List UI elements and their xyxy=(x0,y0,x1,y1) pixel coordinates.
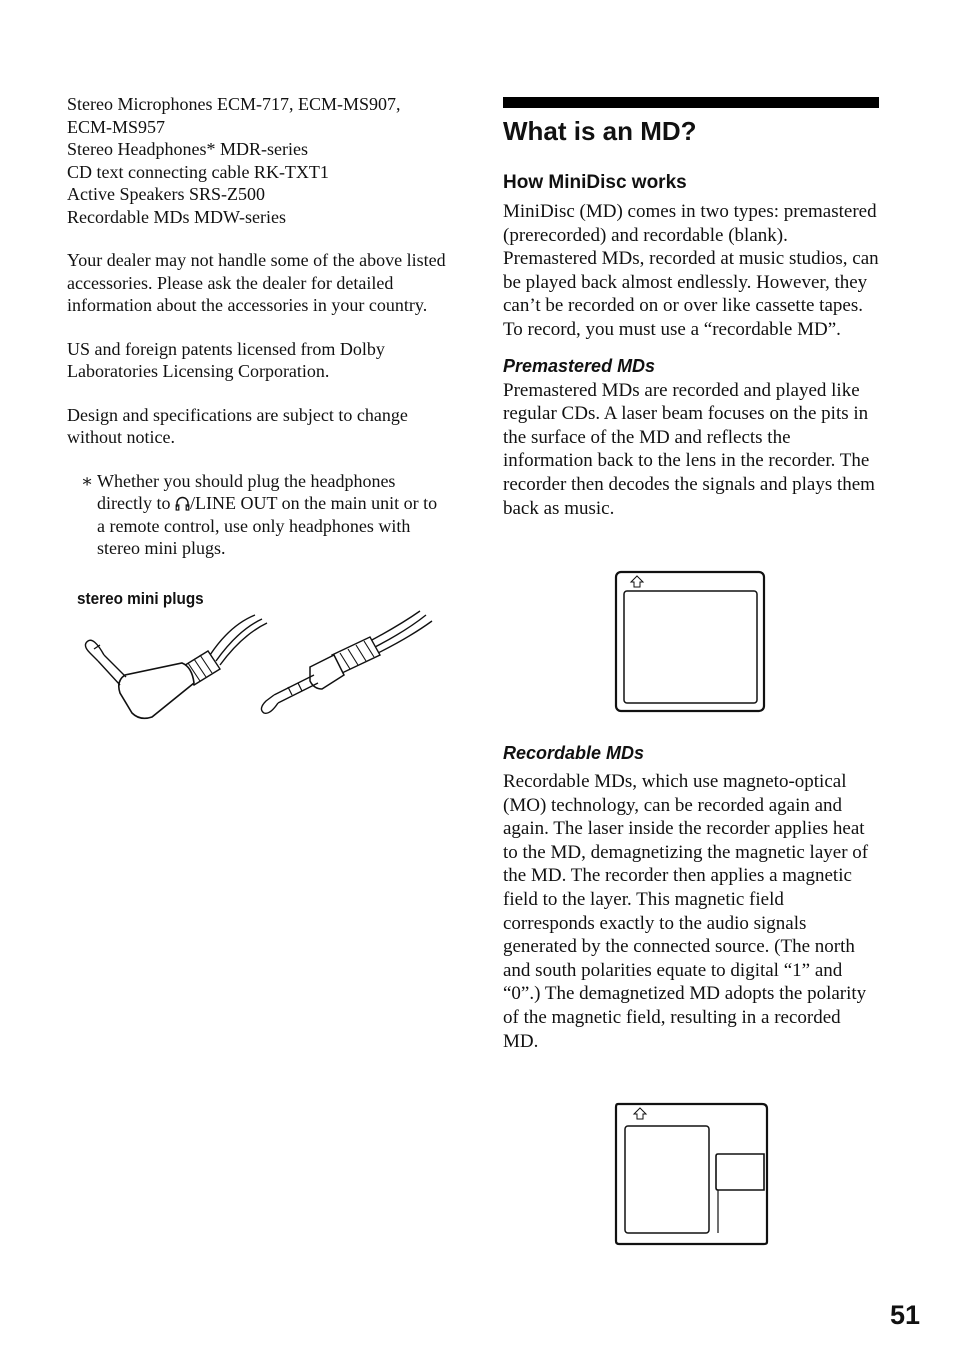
premastered-heading: Premastered MDs xyxy=(503,355,656,376)
page-title: What is an MD? xyxy=(503,116,697,146)
left-column xyxy=(67,93,447,581)
how-minidisc-text: MiniDisc (MD) comes in two types: premastered (prerecorded) and recordable (blank). Premastered MDs, recorded at music studios, can be played back almost endlessly. However, they can’t be recorded on or over like cassette tapes. To record, you must use a “recordable MD”. xyxy=(503,201,879,340)
accessory-line: Stereo Headphones* MDR-series xyxy=(67,139,308,159)
design-note: Design and specifications are subject to change without notice. xyxy=(67,404,408,447)
recordable-md-illustration xyxy=(614,1102,770,1248)
how-minidisc-heading: How MiniDisc works xyxy=(503,172,687,193)
title-rule xyxy=(503,97,879,108)
page-number: 51 xyxy=(890,1300,921,1330)
dealer-note: Your dealer may not handle some of the above listed accessories. Please ask the dealer for detailed information about the accessories in your country. xyxy=(67,250,446,315)
premastered-md-illustration xyxy=(614,570,768,714)
stereo-mini-plugs-illustration xyxy=(70,605,440,730)
premastered-text: Premastered MDs are recorded and played like regular CDs. A laser beam focuses on the pits in the surface of the MD and reflects the information back to the lens in the recorder. The recorder then decodes the signals and plays them back as music. xyxy=(503,379,875,519)
accessory-line: Stereo Microphones ECM-717, ECM-MS907, xyxy=(67,94,401,114)
recordable-heading: Recordable MDs xyxy=(503,743,645,763)
accessory-line: Active Speakers SRS-Z500 xyxy=(67,184,265,204)
footnote xyxy=(67,470,447,560)
right-column xyxy=(503,97,879,520)
headphones-icon xyxy=(175,496,190,511)
footnote-text-start: Whether you should plug the headphones directly to xyxy=(97,470,396,513)
accessories-list xyxy=(67,93,447,228)
plugs-label: stereo mini plugs xyxy=(77,589,204,608)
accessory-line: CD text connecting cable RK-TXT1 xyxy=(67,161,329,182)
footnote-text-end: /LINE OUT on the main unit or to a remote control, use only headphones with stereo mini plugs. xyxy=(97,493,438,558)
accessory-line: Recordable MDs MDW-series xyxy=(67,206,286,227)
accessory-line: ECM-MS957 xyxy=(67,116,166,137)
patents-note: US and foreign patents licensed from Dolby Laboratories Licensing Corporation. xyxy=(67,338,385,381)
footnote-marker: ∗ xyxy=(81,470,94,491)
recordable-text: Recordable MDs, which use magneto-optical (MO) technology, can be recorded again and again. The laser inside the recorder applies heat to the MD, demagnetizing the magnetic layer of the MD. The recorder then applies a magnetic field to the layer. This magnetic field corresponds exactly to the audio signals generated by the connected source. (The north and south polarities equate to digital “1” and “0”.) The demagnetized MD adopts the polarity of the magnetic field, resulting in a recorded MD. xyxy=(503,771,869,1052)
